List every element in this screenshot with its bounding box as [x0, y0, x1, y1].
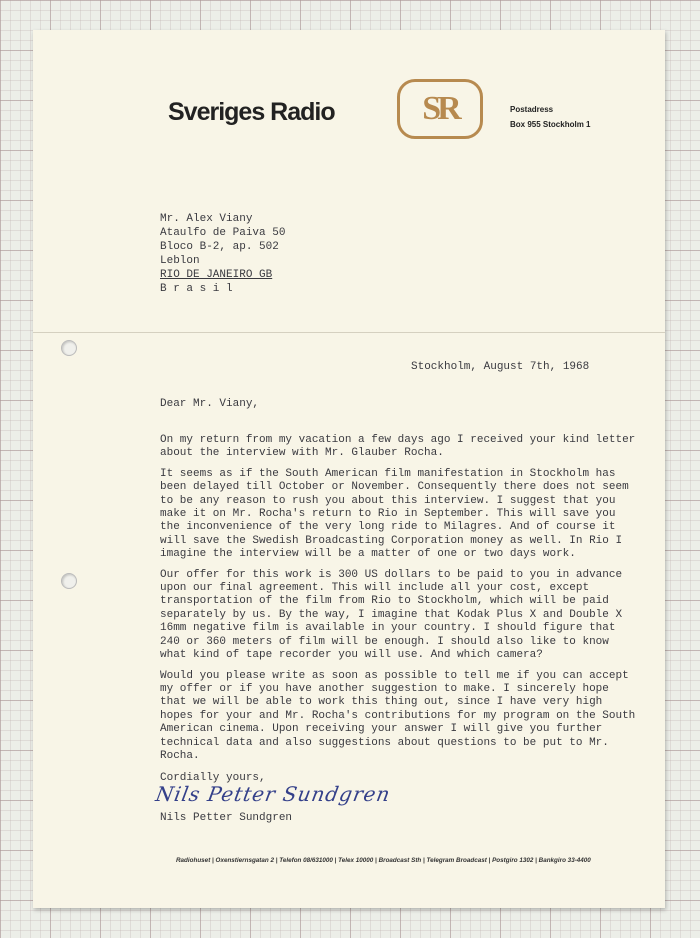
handwritten-signature: Nils Petter Sundgren: [153, 782, 393, 806]
sr-logo: [397, 79, 483, 139]
punch-hole: [61, 340, 77, 356]
signer-name: Nils Petter Sundgren: [160, 812, 293, 824]
postal-label: Postadress: [510, 105, 554, 114]
address-line: Leblon: [160, 255, 200, 267]
address-line: Bloco B-2, ap. 502: [160, 241, 279, 253]
recipient-address: [160, 212, 285, 296]
letter-date: Stockholm, August 7th, 1968: [411, 361, 590, 373]
postal-address: Box 955 Stockholm 1: [510, 120, 591, 129]
closing: Cordially yours,: [160, 772, 266, 784]
body-paragraph: Would you please write as soon as possible to tell me if you can accept my offer or if you have another suggestion to make. I sincerely hope that we will be able to work this thing out, since I have very high hopes for your and Mr. Rocha's contributions for my program on the South American cinema. Upon receiving your answer I will give you further technical data and also suggestions about questions to be put to Mr. Rocha.: [160, 669, 636, 762]
brand-name: Sveriges Radio: [168, 98, 335, 126]
address-line: Mr. Alex Viany: [160, 213, 253, 225]
address-line: Ataulfo de Paiva 50: [160, 227, 286, 239]
address-line: B r a s i l: [160, 283, 233, 295]
letter-page: [33, 30, 665, 908]
punch-hole: [61, 573, 77, 589]
postal-address-block: [510, 102, 590, 132]
body-paragraph: On my return from my vacation a few days ago I received your kind letter about the interview with Mr. Glauber Rocha.: [160, 434, 636, 460]
fold-line: [33, 332, 665, 333]
salutation: Dear Mr. Viany,: [160, 398, 260, 410]
body-paragraph: It seems as if the South American film manifestation in Stockholm has been delayed till October or November. Consequently there does not seem to be any reason to rush you about this interview. I suggest that you make it on Mr. Rocha's return to Rio in September. This will save you the inconvenience of the very long ride to Milagres. And of course it will save the Swedish Broadcasting Corporation money as well. In Rio I imagine the interview will be a matter of one or two days work.: [160, 467, 629, 561]
address-line: RIO DE JANEIRO GB: [160, 269, 273, 281]
logo-text: SR: [422, 90, 458, 127]
letter-body: [160, 434, 640, 770]
letterhead-footer: Radiohuset | Oxenstiernsgatan 2 | Telefon 08/631000 | Telex 10000 | Broadcast Sth | Telegram Broadcast | Postgiro 1302 | Bankgiro 33-4400: [176, 857, 591, 864]
body-paragraph: Our offer for this work is 300 US dollars to be paid to you in advance upon our final agreement. This will include all your cost, except transportation of the film from Rio to Stockholm, which will be paid separately by us. By the way, I imagine that Kodak Plus X and Double X 16mm negative film is available in your country. I should figure that 240 or 360 meters of film will be enough. I should also like to know what kind of tape recorder you will use. And which camera?: [160, 568, 623, 662]
